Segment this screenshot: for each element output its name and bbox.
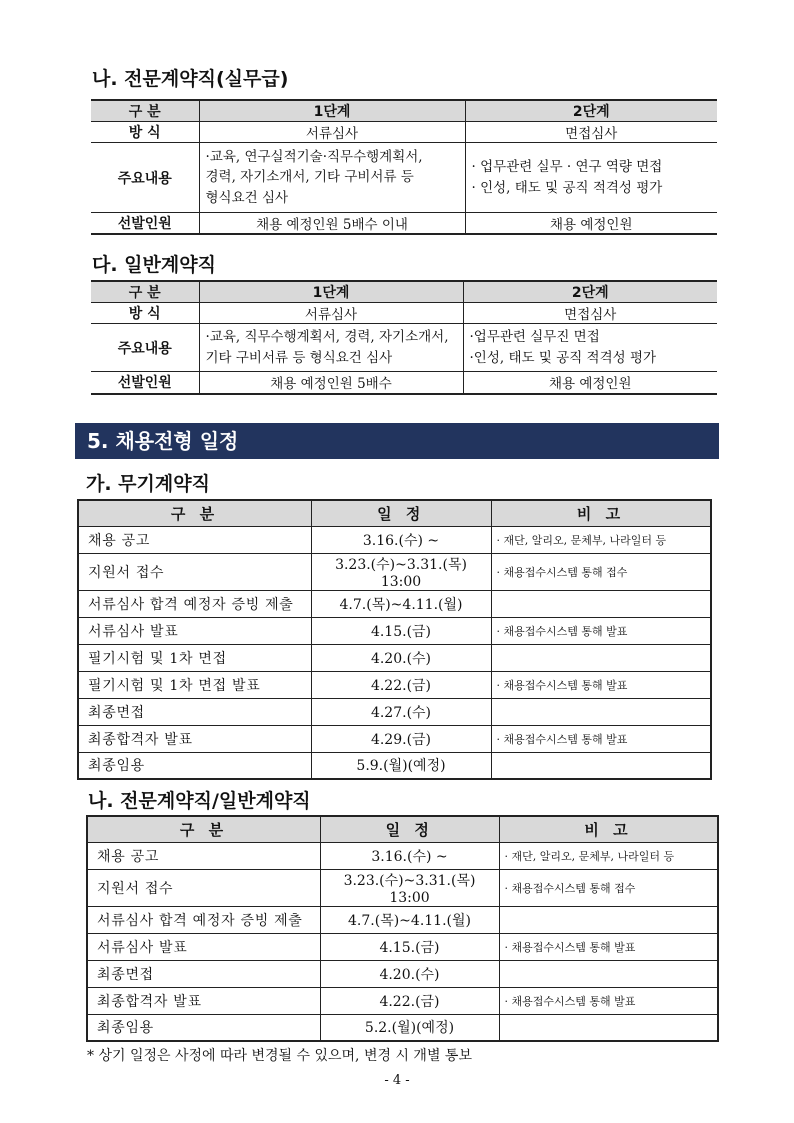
schedule-cell: 3.23.(수)~3.31.(목) 13:00	[311, 553, 491, 590]
row-label: 주요내용	[91, 143, 199, 213]
header-stage-1: 1단계	[199, 281, 463, 303]
section-title-professional-general-contract: 나. 전문계약직/일반계약직	[88, 790, 311, 812]
header-stage-2: 2단계	[465, 100, 717, 122]
table-row	[87, 960, 718, 987]
remarks-cell	[499, 960, 718, 987]
schedule-cell: 4.20.(수)	[311, 644, 491, 671]
header-schedule: 일 정	[311, 500, 491, 526]
category-cell: 최종임용	[78, 752, 311, 779]
table-row	[78, 698, 711, 725]
table-row	[87, 869, 718, 906]
table-row	[78, 526, 711, 553]
category-cell: 최종임용	[87, 1014, 320, 1041]
cell-line: 기타 구비서류 등 형식요건 심사	[205, 349, 393, 366]
schedule-cell: 4.29.(금)	[311, 725, 491, 752]
table-row	[91, 324, 717, 372]
cell-line: · 업무관련 실무 · 연구 역량 면접	[471, 159, 663, 176]
schedule-cell: 5.2.(월)(예정)	[320, 1014, 499, 1041]
category-cell: 서류심사 발표	[87, 933, 320, 960]
page-number: - 4 -	[384, 1073, 410, 1088]
table-row	[87, 933, 718, 960]
table-row	[91, 213, 717, 235]
professional-general-schedule-table	[86, 815, 719, 1042]
remarks-cell: · 채용접수시스템 통해 발표	[491, 725, 711, 752]
table-header-row	[91, 281, 717, 303]
category-cell: 최종면접	[78, 698, 311, 725]
table-row	[91, 303, 717, 324]
header-category: 구 분	[91, 100, 199, 122]
remarks-cell: · 채용접수시스템 통해 접수	[499, 869, 718, 906]
cell-line: ·교육, 직무수행계획서, 경력, 자기소개서,	[205, 329, 449, 346]
table-row	[87, 1014, 718, 1041]
row-label: 선발인원	[91, 213, 199, 235]
table-row	[78, 553, 711, 590]
stage-1-cell: 채용 예정인원 5배수	[199, 372, 463, 394]
category-cell: 최종합격자 발표	[78, 725, 311, 752]
schedule-cell: 4.7.(목)~4.11.(월)	[320, 906, 499, 933]
header-stage-2: 2단계	[463, 281, 717, 303]
category-cell: 채용 공고	[78, 526, 311, 553]
header-category: 구 분	[91, 281, 199, 303]
stage-2-cell	[465, 143, 717, 213]
stage-2-cell: 면접심사	[463, 303, 717, 324]
cell-line: 형식요건 심사	[205, 189, 289, 206]
section-banner-hiring-schedule: 5. 채용전형 일정	[75, 423, 719, 459]
schedule-cell: 4.15.(금)	[311, 617, 491, 644]
remarks-cell: · 채용접수시스템 통해 발표	[499, 933, 718, 960]
table-header-row	[87, 816, 718, 842]
table-row	[78, 644, 711, 671]
schedule-cell: 3.16.(수) ~	[311, 526, 491, 553]
table-row	[91, 143, 717, 213]
header-remarks: 비 고	[491, 500, 711, 526]
header-remarks: 비 고	[499, 816, 718, 842]
table-row	[87, 842, 718, 869]
schedule-cell: 3.16.(수) ~	[320, 842, 499, 869]
row-label: 선발인원	[91, 372, 199, 394]
row-label: 방 식	[91, 303, 199, 324]
remarks-cell	[499, 906, 718, 933]
cell-line: · 인성, 태도 및 공직 적격성 평가	[471, 179, 663, 196]
schedule-cell: 4.7.(목)~4.11.(월)	[311, 590, 491, 617]
table-row	[78, 725, 711, 752]
row-label: 주요내용	[91, 324, 199, 372]
stage-1-cell: 서류심사	[199, 303, 463, 324]
schedule-cell: 3.23.(수)~3.31.(목) 13:00	[320, 869, 499, 906]
schedule-cell: 4.20.(수)	[320, 960, 499, 987]
schedule-cell: 4.22.(금)	[311, 671, 491, 698]
stage-1-cell	[199, 143, 465, 213]
category-cell: 최종면접	[87, 960, 320, 987]
row-label: 방 식	[91, 122, 199, 143]
cell-line: ·교육, 연구실적기술·직무수행계획서,	[205, 149, 423, 166]
stage-1-cell: 서류심사	[199, 122, 465, 143]
table-header-row	[91, 100, 717, 122]
professional-contract-stage-table	[91, 99, 717, 235]
category-cell: 필기시험 및 1차 면접 발표	[78, 671, 311, 698]
stage-2-cell: 채용 예정인원	[465, 213, 717, 235]
table-row	[91, 122, 717, 143]
cell-line: ·업무관련 실무진 면접	[469, 329, 600, 346]
header-category: 구 분	[78, 500, 311, 526]
remarks-cell	[491, 590, 711, 617]
remarks-cell: · 재단, 알리오, 문체부, 나라일터 등	[491, 526, 711, 553]
cell-line: 경력, 자기소개서, 기타 구비서류 등	[205, 169, 414, 186]
remarks-cell: · 채용접수시스템 통해 접수	[491, 553, 711, 590]
permanent-contract-schedule-table	[77, 499, 712, 780]
stage-2-cell	[463, 324, 717, 372]
remarks-cell: · 채용접수시스템 통해 발표	[491, 671, 711, 698]
category-cell: 필기시험 및 1차 면접	[78, 644, 311, 671]
remarks-cell	[499, 1014, 718, 1041]
table-row	[91, 372, 717, 394]
section-title-general-contract: 다. 일반계약직	[92, 254, 216, 276]
header-schedule: 일 정	[320, 816, 499, 842]
schedule-cell: 4.27.(수)	[311, 698, 491, 725]
schedule-cell: 4.22.(금)	[320, 987, 499, 1014]
schedule-cell: 4.15.(금)	[320, 933, 499, 960]
footnote: * 상기 일정은 사정에 따라 변경될 수 있으며, 변경 시 개별 통보	[87, 1048, 472, 1064]
category-cell: 서류심사 합격 예정자 증빙 제출	[87, 906, 320, 933]
schedule-cell: 5.9.(월)(예정)	[311, 752, 491, 779]
remarks-cell: · 재단, 알리오, 문체부, 나라일터 등	[499, 842, 718, 869]
table-row	[78, 617, 711, 644]
remarks-cell: · 채용접수시스템 통해 발표	[499, 987, 718, 1014]
cell-line: ·인성, 태도 및 공직 적격성 평가	[469, 349, 657, 366]
table-header-row	[78, 500, 711, 526]
table-row	[78, 671, 711, 698]
header-stage-1: 1단계	[199, 100, 465, 122]
stage-1-cell	[199, 324, 463, 372]
category-cell: 최종합격자 발표	[87, 987, 320, 1014]
section-title-professional-contract: 나. 전문계약직(실무급)	[92, 68, 289, 90]
remarks-cell	[491, 698, 711, 725]
remarks-cell: · 채용접수시스템 통해 발표	[491, 617, 711, 644]
table-row	[87, 906, 718, 933]
category-cell: 채용 공고	[87, 842, 320, 869]
category-cell: 지원서 접수	[87, 869, 320, 906]
category-cell: 지원서 접수	[78, 553, 311, 590]
stage-1-cell: 채용 예정인원 5배수 이내	[199, 213, 465, 235]
remarks-cell	[491, 752, 711, 779]
category-cell: 서류심사 합격 예정자 증빙 제출	[78, 590, 311, 617]
section-title-permanent-contract: 가. 무기계약직	[86, 473, 210, 495]
stage-2-cell: 채용 예정인원	[463, 372, 717, 394]
general-contract-stage-table	[91, 280, 717, 395]
header-category: 구 분	[87, 816, 320, 842]
table-row	[78, 590, 711, 617]
table-row	[78, 752, 711, 779]
remarks-cell	[491, 644, 711, 671]
table-row	[87, 987, 718, 1014]
stage-2-cell: 면접심사	[465, 122, 717, 143]
category-cell: 서류심사 발표	[78, 617, 311, 644]
